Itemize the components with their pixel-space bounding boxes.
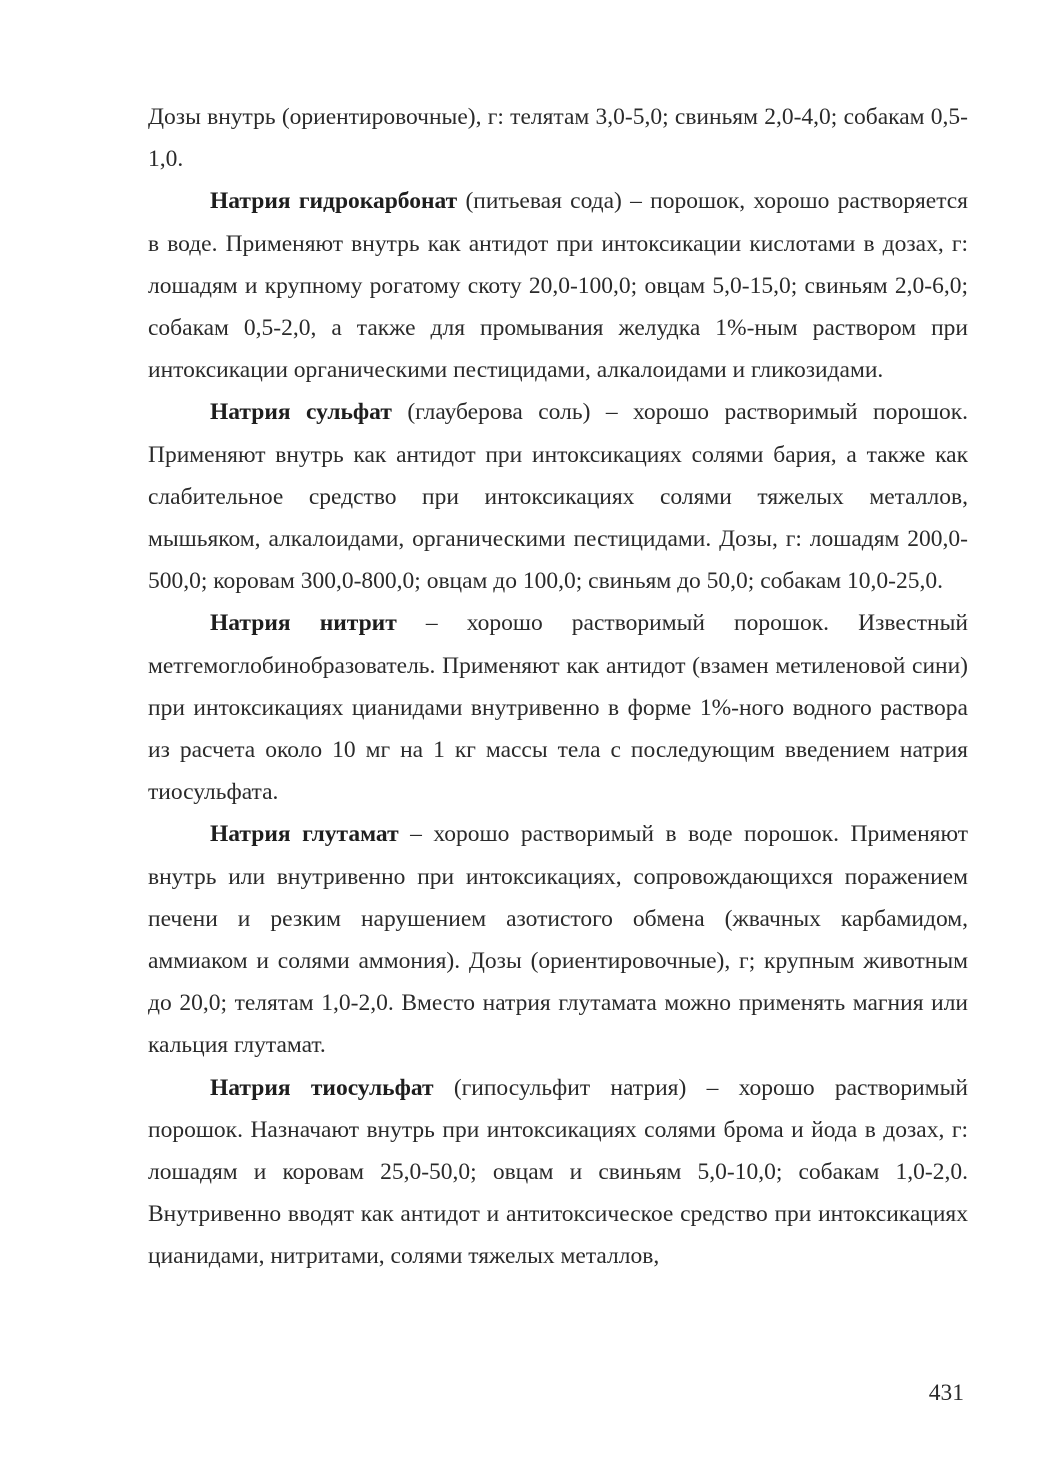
- term-heading: Натрия тиосульфат: [210, 1074, 434, 1101]
- page-number: 431: [928, 1380, 964, 1406]
- paragraph-sodium-thiosulfate: [148, 1067, 968, 1278]
- paragraph-sodium-nitrite: [148, 602, 968, 813]
- paragraph-sodium-sulfate: [148, 391, 968, 602]
- term-heading: Натрия гидрокарбонат: [210, 188, 458, 215]
- paragraph-text: (глауберова соль) – хорошо растворимый порошок. Применяют внутрь как антидот при интоксикациях солями бария, а также как слабительное средство при интоксикациях солями тяжелых металлов, мышьяком, алкалоидами, органическими пестицидами. Дозы, г: лошадям 200,0-500,0; коровам 300,0-800,0; овцам до 100,0; свиньям до 50,0; собакам 10,0-25,0.: [148, 399, 968, 595]
- paragraph-doses: [148, 96, 968, 180]
- paragraph-sodium-glutamate: [148, 813, 968, 1066]
- paragraph-text: (питьевая сода) – порошок, хорошо растворяется в воде. Применяют внутрь как антидот при интоксикации кислотами в дозах, г: лошадям и крупному рогатому скоту 20,0-100,0; овцам 5,0-15,0; свиньям 2,0-6,0; собакам 0,5-2,0, а также для промывания желудка 1%-ным раствором при интоксикации органическими пестицидами, алкалоидами и гликозидами.: [148, 188, 968, 384]
- paragraph-text: – хорошо растворимый порошок. Известный метгемоглобинобразователь. Применяют как антидот (взамен метиленовой сини) при интоксикациях цианидами внутривенно в форме 1%-ного водного раствора из расчета около 10 мг на 1 кг массы тела с последующим введением натрия тиосульфата.: [148, 610, 969, 806]
- term-heading: Натрия глутамат: [210, 821, 399, 848]
- term-heading: Натрия сульфат: [210, 399, 392, 426]
- paragraph-sodium-bicarbonate: [148, 180, 968, 391]
- paragraph-text: – хорошо растворимый в воде порошок. Применяют внутрь или внутривенно при интоксикациях, сопровождающихся поражением печени и резким нарушением азотистого обмена (жвачных карбамидом, аммиаком и солями аммония). Дозы (ориентировочные), г; крупным животным до 20,0; телятам 1,0-2,0. Вместо натрия глутамата можно применять магния или кальция глутамат.: [148, 821, 968, 1059]
- body-text: [148, 96, 968, 1278]
- paragraph-text: (гипосульфит натрия) – хорошо растворимый порошок. Назначают внутрь при интоксикациях солями брома и йода в дозах, г: лошадям и коровам 25,0-50,0; овцам и свиньям 5,0-10,0; собакам 1,0-2,0. Внутривенно вводят как антидот и антитоксическое средство при интоксикациях цианидами, нитритами, солями тяжелых металлов,: [148, 1074, 968, 1270]
- paragraph-text: Дозы внутрь (ориентировочные), г: телятам 3,0-5,0; свиньям 2,0-4,0; собакам 0,5-1,0.: [148, 104, 968, 173]
- term-heading: Натрия нитрит: [210, 610, 397, 637]
